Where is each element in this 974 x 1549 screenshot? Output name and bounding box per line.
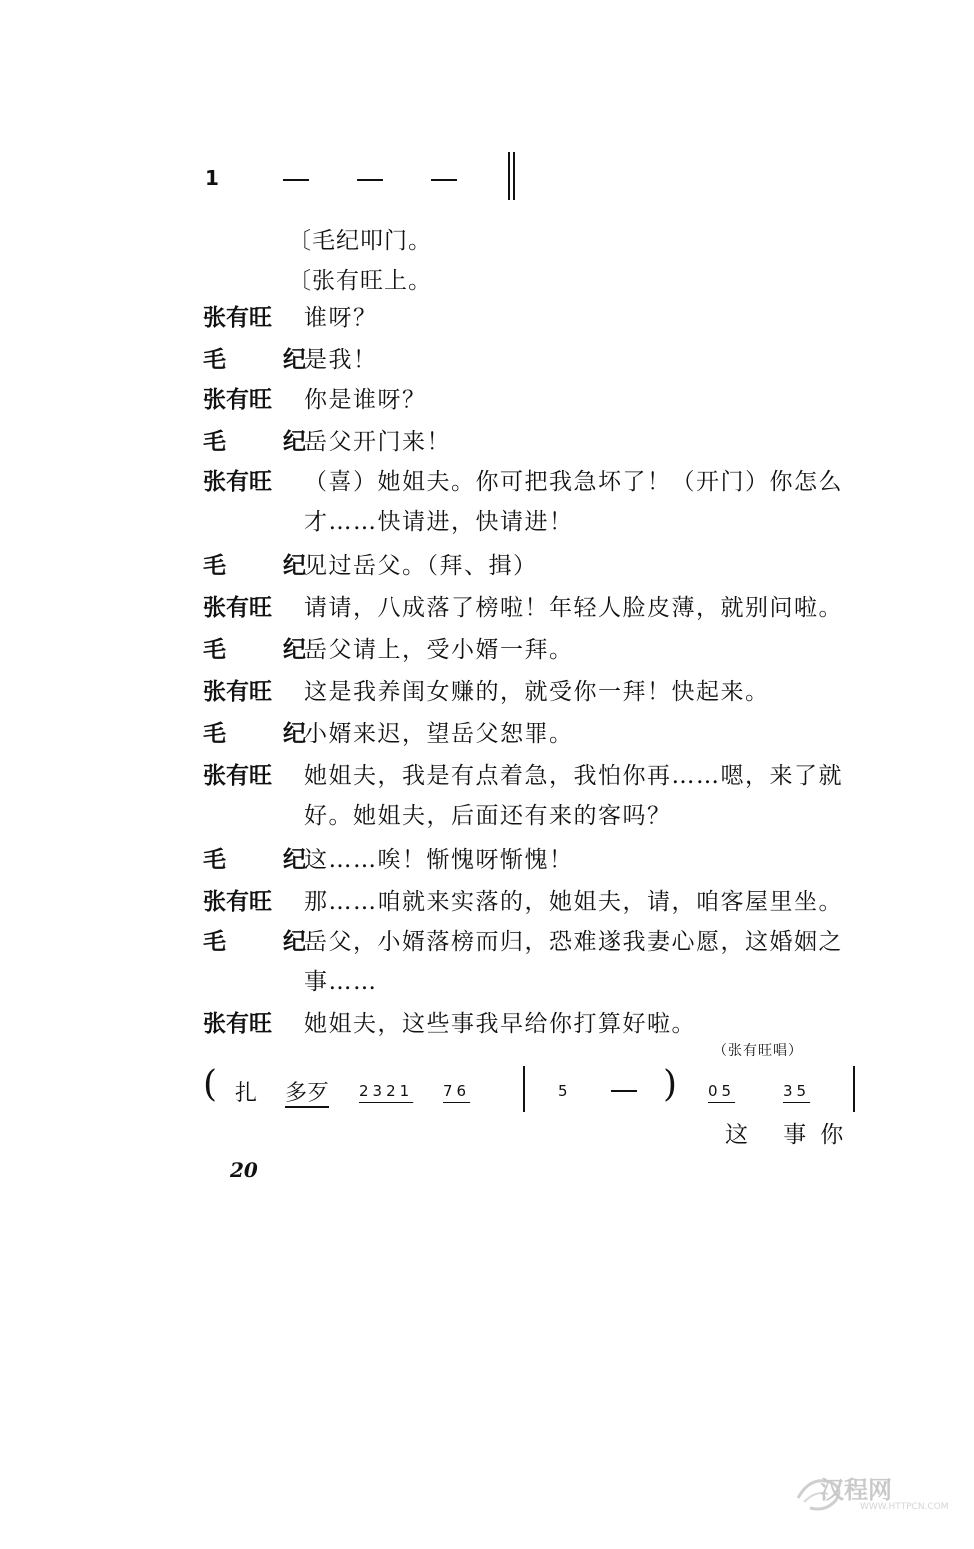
- speech-text: 岳父请上，受小婿一拜。: [304, 637, 574, 663]
- notation-numbers: 2321: [359, 1082, 414, 1100]
- speaker-name: 毛 纪: [203, 346, 323, 373]
- stage-direction: 〔毛纪叩门。: [288, 228, 432, 254]
- top-music-notation: [205, 166, 535, 206]
- barline: [508, 152, 510, 200]
- notation-duodai: 多歹: [285, 1081, 330, 1106]
- speaker-name: 毛 纪: [203, 552, 323, 579]
- speech-text: 这……唉！惭愧呀惭愧！: [304, 847, 574, 873]
- singer-note: （张有旺唱）: [713, 1043, 803, 1059]
- speaker-name: 张有旺: [203, 304, 272, 331]
- notation-dash: [611, 1090, 637, 1092]
- speech-text: 她姐夫，这些事我早给你打算好啦。: [304, 1011, 696, 1037]
- notation-dash: [431, 179, 457, 181]
- notation-number: 1: [205, 166, 219, 190]
- speech-text: 是我！: [304, 347, 378, 373]
- speaker-name: 毛 纪: [203, 428, 323, 455]
- speech-text: 岳父，小婿落榜而归，恐难遂我妻心愿，这婚姻之事……: [304, 929, 843, 995]
- barline: [523, 1066, 525, 1112]
- notation-dash: [357, 179, 383, 181]
- speaker-name: 张有旺: [203, 678, 272, 705]
- speaker-name: 张有旺: [203, 1010, 272, 1037]
- speech-text: 见过岳父。（拜、揖）: [304, 553, 538, 579]
- speech-text: 小婿来迟，望岳父恕罪。: [304, 721, 574, 747]
- barline: [853, 1066, 855, 1112]
- speech-text: 这是我养闺女赚的，就受你一拜！快起来。: [304, 679, 770, 705]
- open-paren: (: [203, 1064, 218, 1105]
- speech-text: 那……咱就来实落的，她姐夫，请，咱客屋里坐。: [304, 889, 843, 915]
- speech-text: 谁呀？: [304, 305, 378, 331]
- close-paren: ): [663, 1064, 678, 1105]
- notation-numbers: 5: [558, 1082, 572, 1100]
- notation-numbers: 35: [783, 1082, 811, 1100]
- barline: [513, 152, 515, 200]
- notation-zha: 扎: [235, 1081, 258, 1106]
- speaker-name: 毛 纪: [203, 846, 323, 873]
- speaker-name: 毛 纪: [203, 720, 323, 747]
- speaker-name: 毛 纪: [203, 636, 323, 663]
- notation-dash: [283, 179, 309, 181]
- notation-numbers: 05: [708, 1082, 736, 1100]
- bottom-music-notation: [203, 1040, 873, 1150]
- page-number: 20: [230, 1158, 258, 1182]
- speaker-name: 张有旺: [203, 594, 272, 621]
- speaker-name: 毛 纪: [203, 928, 323, 955]
- speech-text: （喜）她姐夫。你可把我急坏了！（开门）你怎么才……快请进，快请进！: [304, 469, 843, 535]
- speech-text: 请请，八成落了榜啦！年轻人脸皮薄，就别问啦。: [304, 595, 843, 621]
- notation-numbers: 76: [443, 1082, 471, 1100]
- speech-text: 你是谁呀？: [304, 387, 427, 413]
- watermark-url: WWW.HTTPCN.COM: [860, 1502, 949, 1512]
- speaker-name: 张有旺: [203, 468, 272, 495]
- speaker-name: 张有旺: [203, 888, 272, 915]
- speaker-name: 张有旺: [203, 386, 272, 413]
- stage-direction: 〔张有旺上。: [288, 268, 432, 294]
- speech-text: 她姐夫，我是有点着急，我怕你再……嗯，来了就好。她姐夫，后面还有来的客吗？: [304, 763, 843, 829]
- speech-text: 岳父开门来！: [304, 429, 451, 455]
- speaker-name: 张有旺: [203, 762, 272, 789]
- lyrics: 这 事你: [725, 1122, 858, 1148]
- watermark-text: 汉程网: [820, 1476, 892, 1504]
